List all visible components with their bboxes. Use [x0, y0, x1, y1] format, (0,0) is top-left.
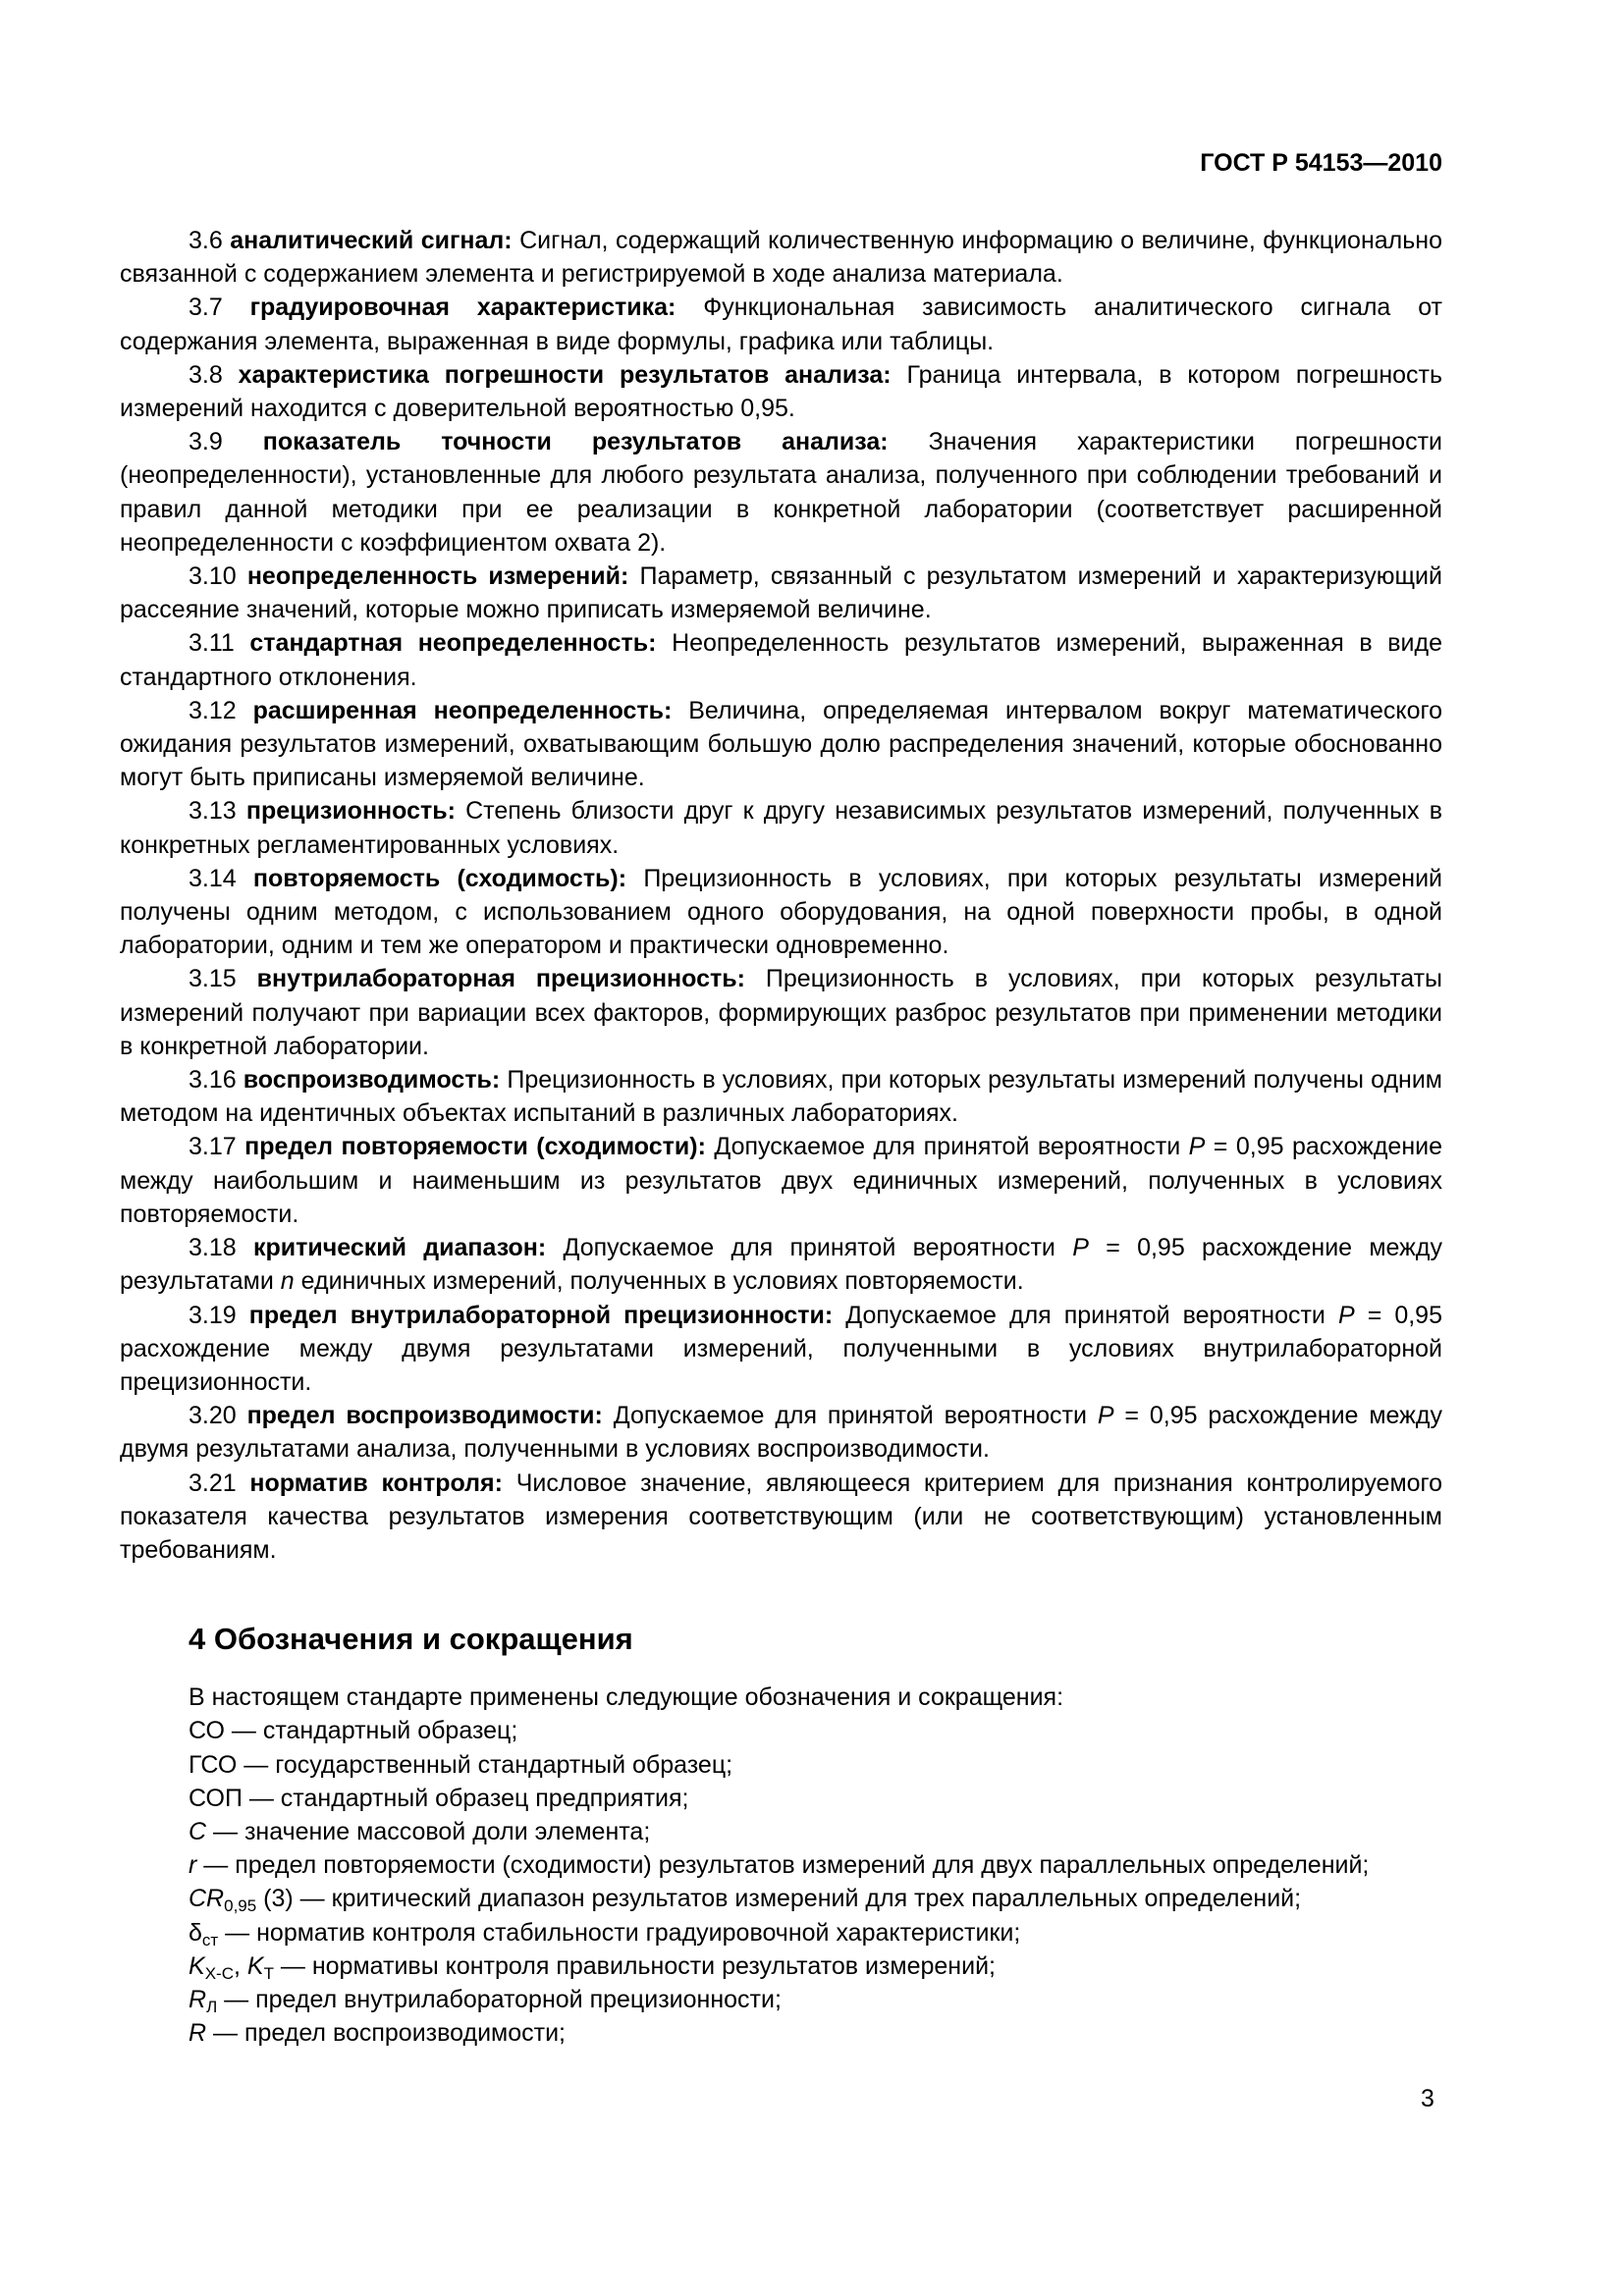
term: критический диапазон:	[252, 1234, 547, 1262]
term: воспроизводимость:	[243, 1066, 501, 1095]
abbreviations-list	[120, 1681, 1442, 2050]
term: прецизионность:	[245, 797, 456, 826]
abbreviation-item: ГСО — государственный стандартный образец;	[189, 1750, 733, 1779]
term: расширенная неопределенность:	[252, 696, 673, 724]
definition-3-18: 3.18 критический диапазон: Допускаемое для принятой вероятности P = 0,95 расхождение между результатами n единичных измерений, полученных в условиях повторяемости.	[120, 1234, 1442, 1296]
symbol-item: $R_Л$ — предел внутрилабораторной прецизионности;	[189, 1985, 782, 2016]
definition-3-19: 3.19 предел внутрилабораторной прецизионности: Допускаемое для принятой вероятности P = 0,95 расхождение между двумя результатами измерений, полученными в условиях внутрилабораторной прецизионности.	[120, 1301, 1442, 1396]
document-body	[120, 224, 1442, 2050]
term: норматив контроля:	[249, 1468, 503, 1497]
page-number: 3	[1421, 2085, 1434, 2112]
symbol-item: $CR_{0,95}$ (3) — критический диапазон результатов измерений для трех параллельных определений;	[189, 1885, 1302, 1916]
definition-3-20: 3.20 предел воспроизводимости: Допускаемое для принятой вероятности P = 0,95 расхождение между двумя результатами анализа, полученными в условиях воспроизводимости.	[120, 1402, 1442, 1464]
term: внутрилабораторная прецизионность:	[256, 965, 745, 993]
definition-3-17: 3.17 предел повторяемости (сходимости): Допускаемое для принятой вероятности P = 0,95 расхождение между наибольшим и наименьшим из результатов двух единичных измерений, полученных в условиях повторяемости.	[120, 1133, 1442, 1228]
abbreviation-item: СОП — стандартный образец предприятия;	[189, 1784, 689, 1812]
term: предел внутрилабораторной прецизионности:	[248, 1301, 834, 1329]
definition-3-7: 3.7 градуировочная характеристика: Функциональная зависимость аналитического сигнала от содержания элемента, выраженная в виде формулы, графика или таблицы.	[120, 294, 1442, 355]
section-intro: В настоящем стандарте применены следующие обозначения и сокращения:	[189, 1683, 1064, 1712]
symbol-item: r — предел повторяемости (сходимости) результатов измерений для двух параллельных определений;	[189, 1851, 1370, 1880]
term: неопределенность измерений:	[246, 562, 629, 591]
definition-3-21: 3.21 норматив контроля: Числовое значение, являющееся критерием для признания контролируемого показателя качества результатов измерения соответствующим (или не соответствующим) установленным требованиям.	[120, 1468, 1443, 1564]
term: аналитический сигнал:	[230, 227, 513, 254]
definition-3-6: 3.6 аналитический сигнал: Сигнал, содержащий количественную информацию о величине, функционально связанной с содержанием элемента и регистрируемой в ходе анализа материала.	[120, 227, 1442, 289]
definition-3-12: 3.12 расширенная неопределенность: Величина, определяемая интервалом вокруг математического ожидания результатов измерений, охватывающим большую долю распределения значений, которые обоснованно могут быть приписаны измеряемой величине.	[120, 696, 1443, 792]
term: градуировочная характеристика:	[249, 294, 676, 322]
standard-code-header: ГОСТ Р 54153—2010	[1200, 149, 1442, 177]
term: стандартная неопределенность:	[249, 629, 657, 658]
definition-3-11: 3.11 стандартная неопределенность: Неопределенность результатов измерений, выраженная в виде стандартного отклонения.	[120, 629, 1442, 691]
definition-3-8: 3.8 характеристика погрешности результатов анализа: Граница интервала, в котором погрешность измерений находится с доверительной вероятностью 0,95.	[120, 360, 1443, 423]
definition-3-15: 3.15 внутрилабораторная прецизионность: Прецизионность в условиях, при которых результаты измерений получают при вариации всех факторов, формирующих разброс результатов при применении методики в конкретной лаборатории.	[120, 965, 1443, 1060]
term: предел повторяемости (сходимости):	[244, 1133, 706, 1161]
abbreviation-item: СО — стандартный образец;	[189, 1717, 518, 1745]
term: повторяемость (сходимость):	[252, 864, 627, 892]
definition-3-14: 3.14 повторяемость (сходимость): Прецизионность в условиях, при которых результаты измерений получены одним методом, с использованием одного оборудования, на одной поверхности пробы, в одной лаборатории, одним и тем же оператором и практически одновременно.	[120, 864, 1442, 960]
term: характеристика погрешности результатов анализа:	[238, 360, 892, 389]
symbol-item: $K_{Х-С}$, $K_Т$ — нормативы контроля правильности результатов измерений;	[189, 1951, 996, 1983]
definition-3-13: 3.13 прецизионность: Степень близости друг к другу независимых результатов измерений, полученных в конкретных регламентированных условиях.	[120, 797, 1443, 859]
term: предел воспроизводимости:	[246, 1402, 603, 1430]
symbol-item: C — значение массовой доли элемента;	[189, 1817, 651, 1845]
definition-3-9: 3.9 показатель точности результатов анализа: Значения характеристики погрешности (неопределенности), установленные для любого результата анализа, полученного при соблюдении требований и правил данной методики при ее реализации в конкретной лаборатории (соответствует расширенной неопределенности с коэффициентом охвата 2).	[120, 428, 1442, 557]
term: показатель точности результатов анализа:	[262, 428, 889, 456]
symbol-item: R — предел воспроизводимости;	[189, 2019, 566, 2048]
symbol-item: $\delta_{ст}$ — норматив контроля стабильности градуировочной характеристики;	[189, 1918, 1021, 1949]
section-4-title: 4 Обозначения и сокращения	[189, 1622, 633, 1657]
definition-3-16: 3.16 воспроизводимость: Прецизионность в условиях, при которых результаты измерений получены одним методом на идентичных объектах испытаний в различных лабораториях.	[120, 1066, 1442, 1128]
definition-3-10: 3.10 неопределенность измерений: Параметр, связанный с результатом измерений и характеризующий рассеяние значений, которые можно приписать измеряемой величине.	[120, 562, 1442, 624]
